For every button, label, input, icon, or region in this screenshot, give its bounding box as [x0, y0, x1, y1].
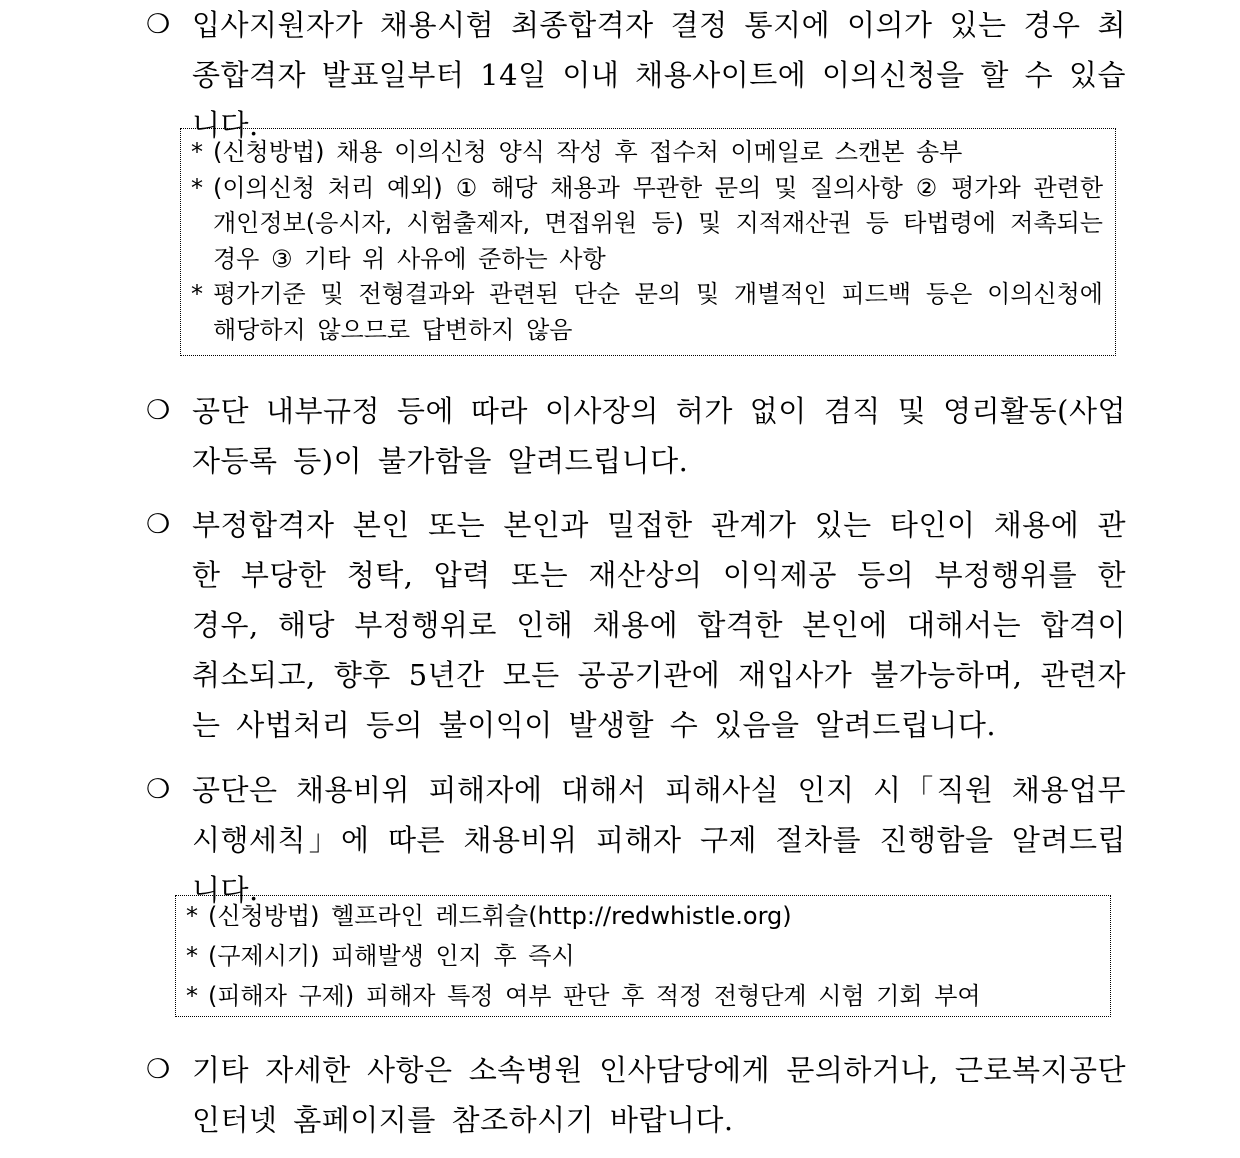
asterisk-icon: * — [191, 138, 203, 166]
asterisk-icon: * — [186, 902, 198, 930]
notice-contact — [146, 1045, 1126, 1145]
notice-objection-text: 입사지원자가 채용시험 최종합격자 결정 통지에 이의가 있는 경우 최종합격자 발표일부터 14일 이내 채용사이트에 이의신청을 할 수 있습니다. — [192, 8, 1126, 142]
circle-bullet-icon: ❍ — [146, 774, 171, 805]
notice-side-job — [146, 386, 1126, 486]
notice-fraud — [146, 500, 1126, 750]
note-exceptions: (이의신청 처리 예외) ① 해당 채용과 무관한 문의 및 질의사항 ② 평가와 관련한 개인정보(응시자, 시험출제자, 면접위원 등) 및 지적재산권 등 타법령에 저촉되는 경우 ③ 기타 위 사유에 준하는 사항 — [213, 173, 1103, 273]
note-no-reply: 평가기준 및 전형결과와 관련된 단순 문의 및 개별적인 피드백 등은 이의신청에 해당하지 않으므로 답변하지 않음 — [213, 280, 1103, 344]
note-helpline: (신청방법) 헬프라인 레드휘슬(http://redwhistle.org) — [208, 902, 792, 930]
note-item — [191, 171, 1103, 278]
note-application-method: (신청방법) 채용 이의신청 양식 작성 후 접수처 이메일로 스캔본 송부 — [213, 138, 963, 166]
notice-fraud-text: 부정합격자 본인 또는 본인과 밀접한 관계가 있는 타인이 채용에 관한 부당한 청탁, 압력 또는 재산상의 이익제공 등의 부정행위를 한 경우, 해당 부정행위로 인해 채용에 합격한 본인에 대해서는 합격이 취소되고, 향후 5년간 모든 공공기관에 재입사가 불가능하며, 관련자는 사법처리 등의 불이익이 발생할 수 있음을 알려드립니다. — [192, 508, 1126, 742]
notice-victim-relief-text: 공단은 채용비위 피해자에 대해서 피해사실 인지 시「직원 채용업무 시행세칙」에 따른 채용비위 피해자 구제 절차를 진행함을 알려드립니다. — [192, 773, 1126, 907]
notice-side-job-text: 공단 내부규정 등에 따라 이사장의 허가 없이 겸직 및 영리활동(사업자등록 등)이 불가함을 알려드립니다. — [192, 394, 1126, 478]
circle-bullet-icon: ❍ — [146, 395, 171, 426]
note-item — [186, 896, 1098, 936]
note-relief-measure: (피해자 구제) 피해자 특정 여부 판단 후 적정 전형단계 시험 기회 부여 — [208, 982, 981, 1010]
notice-contact-text: 기타 자세한 사항은 소속병원 인사담당에게 문의하거나, 근로복지공단 인터넷 홈페이지를 참조하시기 바랍니다. — [192, 1053, 1126, 1137]
note-item — [191, 135, 1103, 171]
circle-bullet-icon: ❍ — [146, 509, 171, 540]
circle-bullet-icon: ❍ — [146, 9, 171, 40]
circle-bullet-icon: ❍ — [146, 1054, 171, 1085]
asterisk-icon: * — [191, 173, 203, 202]
asterisk-icon: * — [186, 942, 198, 970]
note-item — [186, 936, 1098, 976]
note-item — [191, 277, 1103, 348]
victim-notes-box — [175, 895, 1111, 1017]
objection-notes-box — [180, 128, 1116, 356]
asterisk-icon: * — [191, 280, 203, 308]
note-relief-timing: (구제시기) 피해발생 인지 후 즉시 — [208, 942, 575, 970]
asterisk-icon: * — [186, 982, 198, 1010]
notice-victim-relief — [146, 765, 1126, 915]
note-item — [186, 976, 1098, 1016]
